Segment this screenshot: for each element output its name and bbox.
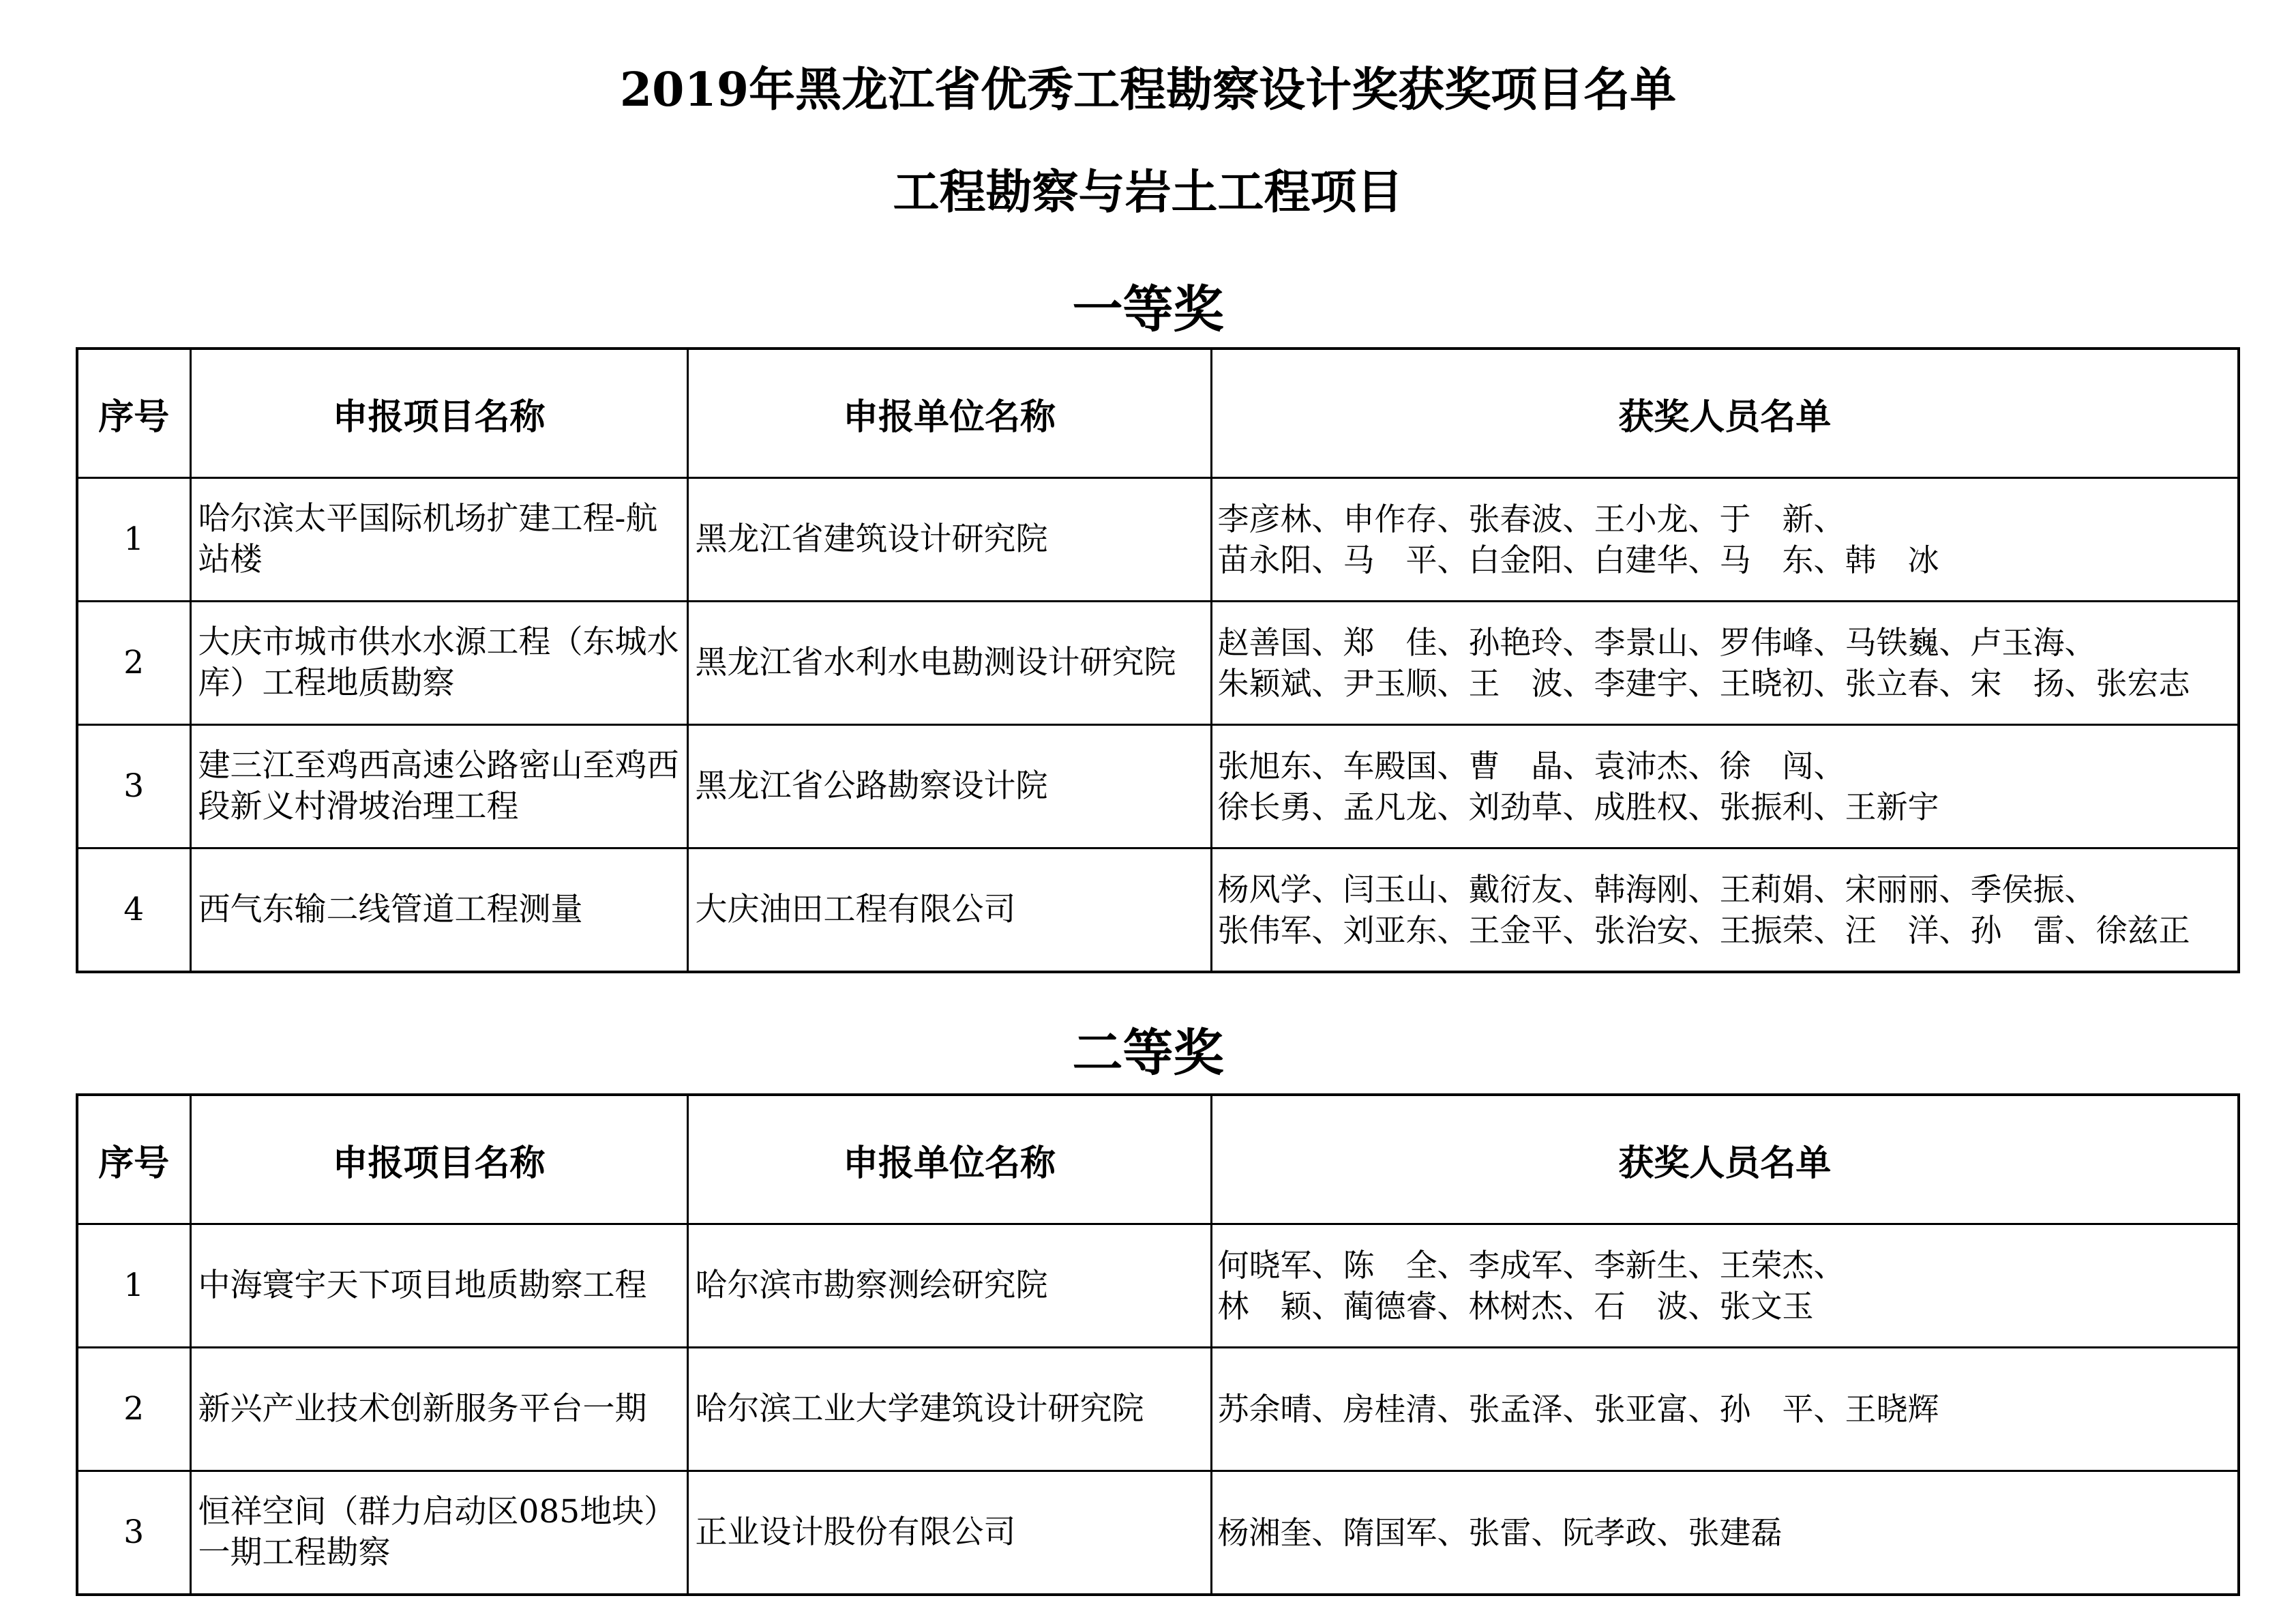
row-index: 2 bbox=[77, 1348, 190, 1471]
unit-name: 正业设计股份有限公司 bbox=[687, 1471, 1211, 1595]
unit-name: 哈尔滨工业大学建筑设计研究院 bbox=[687, 1348, 1211, 1471]
table-row bbox=[77, 602, 2239, 725]
winner-names-line: 张伟军、刘亚东、王金平、张治安、王振荣、汪 洋、孙 雷、徐兹正 bbox=[1217, 912, 2190, 949]
unit-name: 黑龙江省水利水电勘测设计研究院 bbox=[687, 602, 1211, 725]
column-header-index: 序号 bbox=[77, 1095, 190, 1224]
winner-names-line: 苏余晴、房桂清、张孟泽、张亚富、孙 平、王晓辉 bbox=[1217, 1391, 1939, 1428]
winner-names-line: 苗永阳、马 平、白金阳、白建华、马 东、韩 冰 bbox=[1217, 542, 1939, 578]
winner-names-line: 林 颖、蔺德睿、林树杰、石 波、张文玉 bbox=[1217, 1288, 1814, 1325]
project-name: 建三江至鸡西高速公路密山至鸡西段新义村滑坡治理工程 bbox=[190, 725, 687, 848]
row-index: 3 bbox=[77, 725, 190, 848]
project-name: 大庆市城市供水水源工程（东城水库）工程地质勘察 bbox=[190, 602, 687, 725]
row-index: 4 bbox=[77, 848, 190, 973]
table-row bbox=[77, 1348, 2239, 1471]
category-title: 工程勘察与岩土工程项目 bbox=[893, 166, 1403, 220]
row-index: 2 bbox=[77, 602, 190, 725]
winner-names-line: 李彦林、申作存、张春波、王小龙、于 新、 bbox=[1217, 501, 1845, 537]
column-header-names: 获奖人员名单 bbox=[1211, 349, 2239, 478]
award-title-second: 二等奖 bbox=[1072, 1024, 1224, 1082]
column-header-project: 申报项目名称 bbox=[190, 1095, 687, 1224]
column-header-project: 申报项目名称 bbox=[190, 349, 687, 478]
winner-names bbox=[1211, 848, 2239, 973]
table-header-row bbox=[77, 1095, 2239, 1224]
unit-name: 黑龙江省建筑设计研究院 bbox=[687, 478, 1211, 602]
winner-names-line: 朱颖斌、尹玉顺、王 波、李建宇、王晓初、张立春、宋 扬、张宏志 bbox=[1217, 665, 2190, 702]
table-header-row bbox=[77, 349, 2239, 478]
winner-names bbox=[1211, 1471, 2239, 1595]
table-row bbox=[77, 848, 2239, 973]
winner-names-line: 杨风学、闫玉山、戴衍友、韩海刚、王莉娟、宋丽丽、季侯振、 bbox=[1217, 871, 2096, 908]
winner-names bbox=[1211, 725, 2239, 848]
winner-names-line: 徐长勇、孟凡龙、刘劲草、成胜权、张振利、王新宇 bbox=[1217, 788, 1939, 825]
unit-name: 大庆油田工程有限公司 bbox=[687, 848, 1211, 973]
winner-names bbox=[1211, 602, 2239, 725]
column-header-unit: 申报单位名称 bbox=[687, 1095, 1211, 1224]
winner-names bbox=[1211, 1348, 2239, 1471]
winner-names bbox=[1211, 478, 2239, 602]
award-table-second bbox=[76, 1093, 2240, 1596]
project-name: 哈尔滨太平国际机场扩建工程-航站楼 bbox=[190, 478, 687, 602]
table-row bbox=[77, 1224, 2239, 1348]
row-index: 1 bbox=[77, 1224, 190, 1348]
project-name: 新兴产业技术创新服务平台一期 bbox=[190, 1348, 687, 1471]
winner-names-line: 杨湘奎、隋国军、张雷、阮孝政、张建磊 bbox=[1217, 1514, 1783, 1551]
column-header-unit: 申报单位名称 bbox=[687, 349, 1211, 478]
award-title-first: 一等奖 bbox=[1072, 280, 1224, 339]
table-row bbox=[77, 478, 2239, 602]
award-table-first bbox=[76, 347, 2240, 973]
project-name: 恒祥空间（群力启动区085地块）一期工程勘察 bbox=[190, 1471, 687, 1595]
column-header-index: 序号 bbox=[77, 349, 190, 478]
project-name: 西气东输二线管道工程测量 bbox=[190, 848, 687, 973]
table-row bbox=[77, 725, 2239, 848]
project-name: 中海寰宇天下项目地质勘察工程 bbox=[190, 1224, 687, 1348]
row-index: 3 bbox=[77, 1471, 190, 1595]
winner-names bbox=[1211, 1224, 2239, 1348]
row-index: 1 bbox=[77, 478, 190, 602]
unit-name: 哈尔滨市勘察测绘研究院 bbox=[687, 1224, 1211, 1348]
winner-names-line: 何晓军、陈 全、李成军、李新生、王荣杰、 bbox=[1217, 1247, 1845, 1284]
table-row bbox=[77, 1471, 2239, 1595]
unit-name: 黑龙江省公路勘察设计院 bbox=[687, 725, 1211, 848]
document-title: 2019年黑龙江省优秀工程勘察设计奖获奖项目名单 bbox=[619, 63, 1677, 117]
winner-names-line: 张旭东、车殿国、曹 晶、袁沛杰、徐 闯、 bbox=[1217, 748, 1845, 784]
column-header-names: 获奖人员名单 bbox=[1211, 1095, 2239, 1224]
winner-names-line: 赵善国、郑 佳、孙艳玲、李景山、罗伟峰、马铁巍、卢玉海、 bbox=[1217, 624, 2096, 661]
